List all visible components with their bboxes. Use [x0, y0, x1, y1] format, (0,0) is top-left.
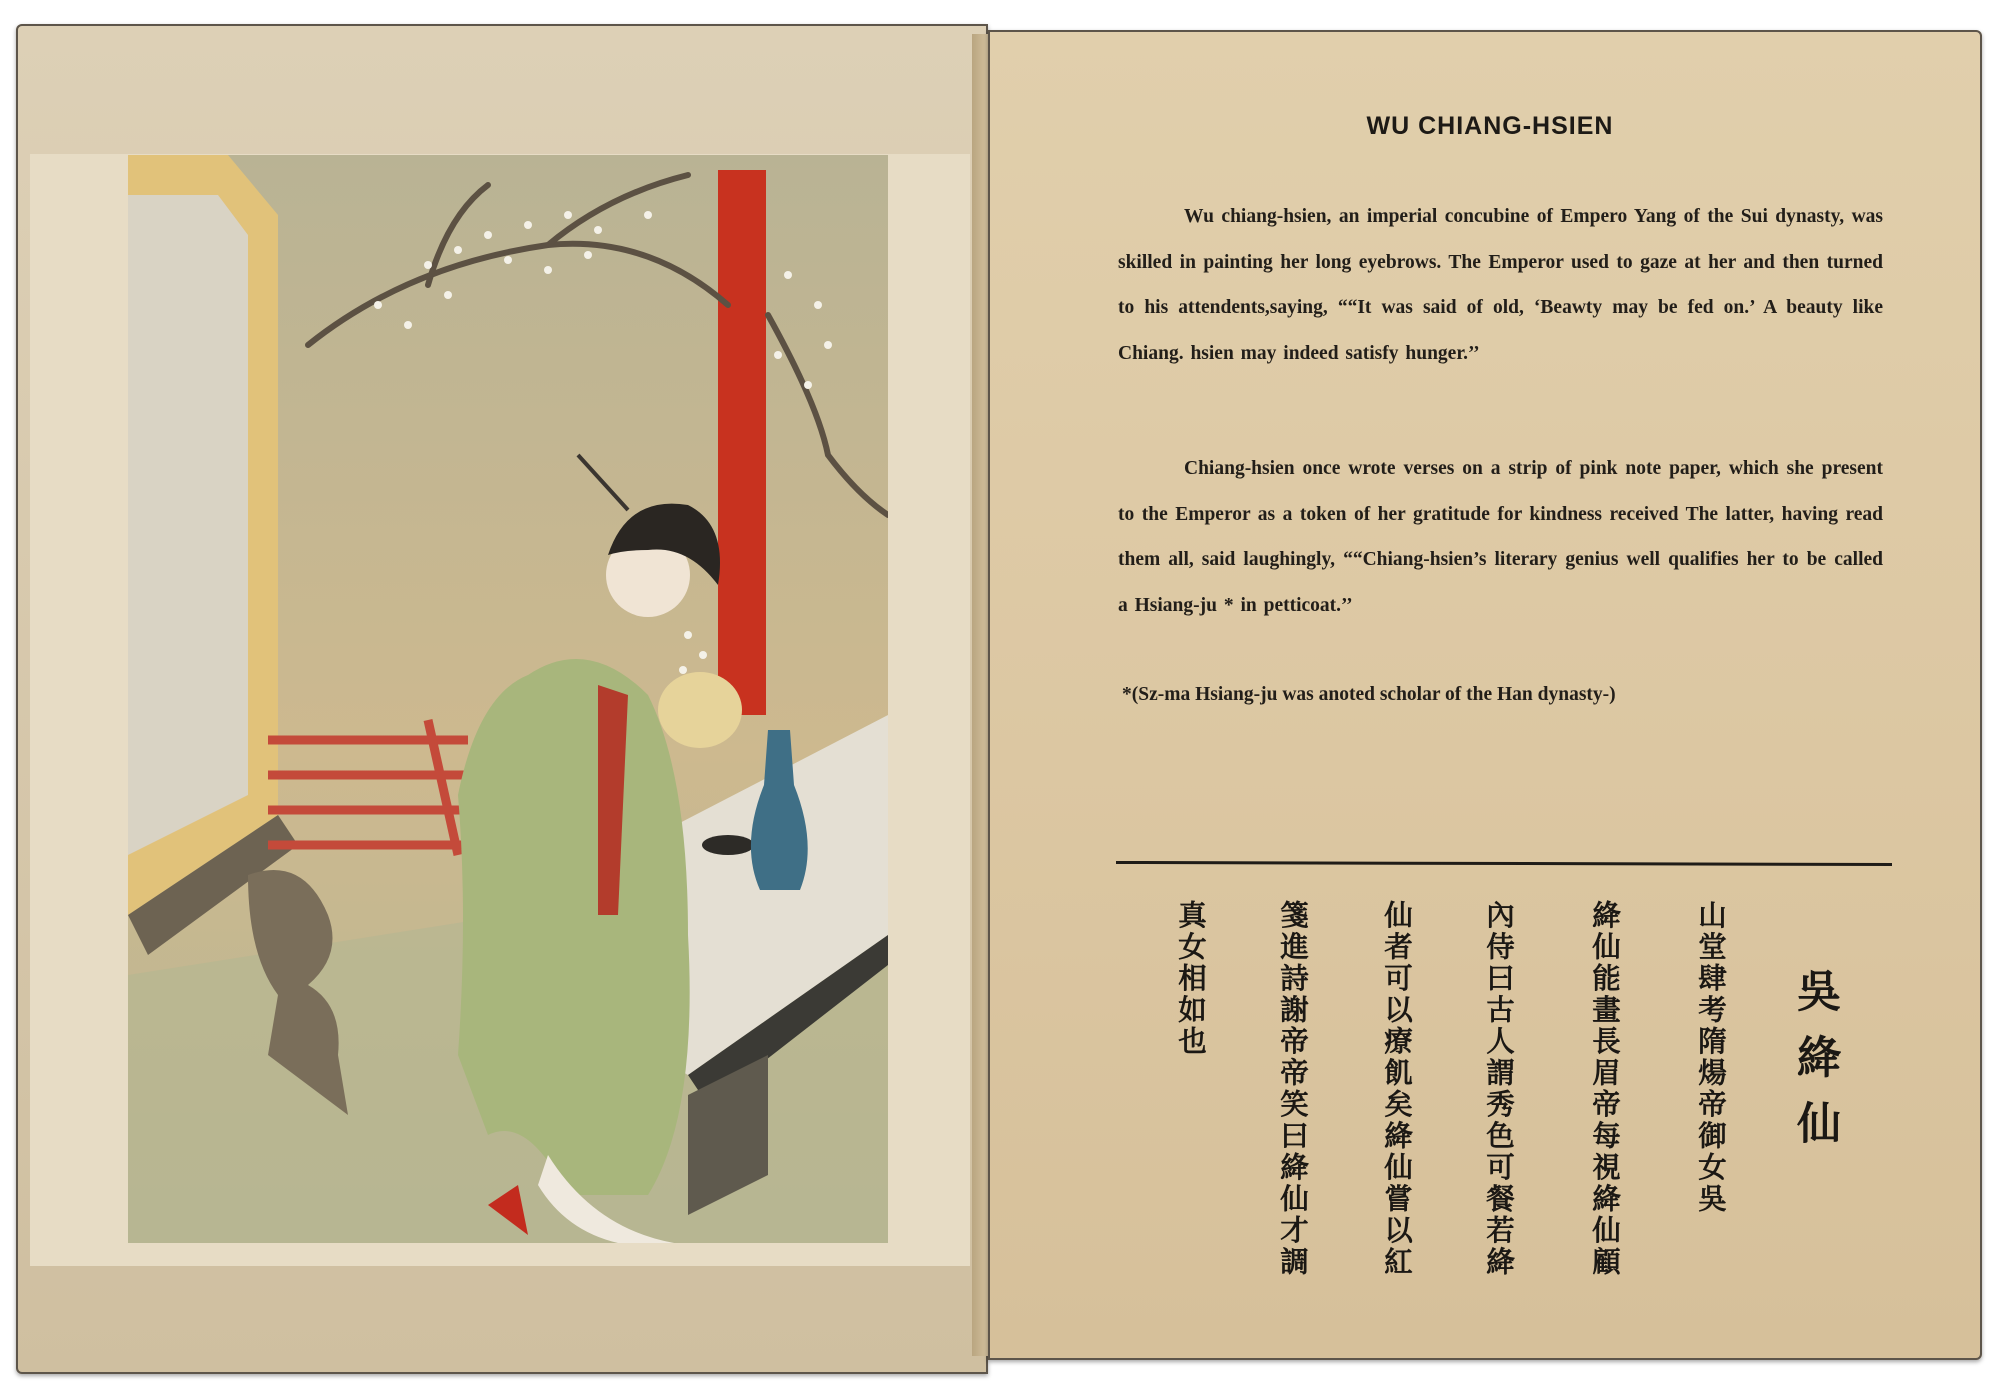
chinese-column-3: 內侍曰古人謂秀色可餐若絳	[1482, 900, 1515, 1278]
green-robe	[458, 659, 690, 1195]
red-pillar	[718, 170, 766, 715]
chinese-title: 吳絳仙	[1789, 968, 1840, 1166]
page-title: WU CHIANG-HSIEN	[1366, 112, 1614, 140]
screen-panel	[128, 195, 248, 855]
footnote: *(Sz-ma Hsiang-ju was anoted scholar of the Han dynasty-)	[1122, 684, 1616, 705]
paragraph-1: Wu chiang-hsien, an imperial concubine of Empero Yang of the Sui dynasty, was skilled in painting her long eyebrows. The Emperor used to gaze at her and then turned to his attendents,saying, ““It was said of old, ‘Beawty may be fed on.’ A beauty like Chiang. hsien may indeed satisfy hunger.’’	[1118, 206, 1883, 364]
mirror	[658, 672, 742, 748]
paragraph-2: Chiang-hsien once wrote verses on a strip of pink note paper, which she present to the Emperor as a token of her gratitude for kindness received The latter, having read them all, said laughingly, ““Chiang-hsien’s literary genius well qualifies her to be called a Hsiang-ju * in petticoat.’’	[1118, 458, 1883, 616]
painting-illustration	[128, 155, 888, 1243]
chinese-column-1: 山堂肆考隋煬帝御女吳	[1694, 900, 1727, 1215]
chinese-column-6: 真女相如也	[1174, 900, 1207, 1058]
painting-svg	[128, 155, 888, 1243]
chinese-column-4: 仙者可以療飢矣絳仙嘗以紅	[1380, 900, 1413, 1278]
chinese-column-2: 絳仙能畫長眉帝每視絳仙顧	[1588, 900, 1621, 1278]
inkstone	[702, 835, 754, 855]
chinese-column-5: 箋進詩謝帝帝笑曰絳仙才調	[1276, 900, 1309, 1278]
